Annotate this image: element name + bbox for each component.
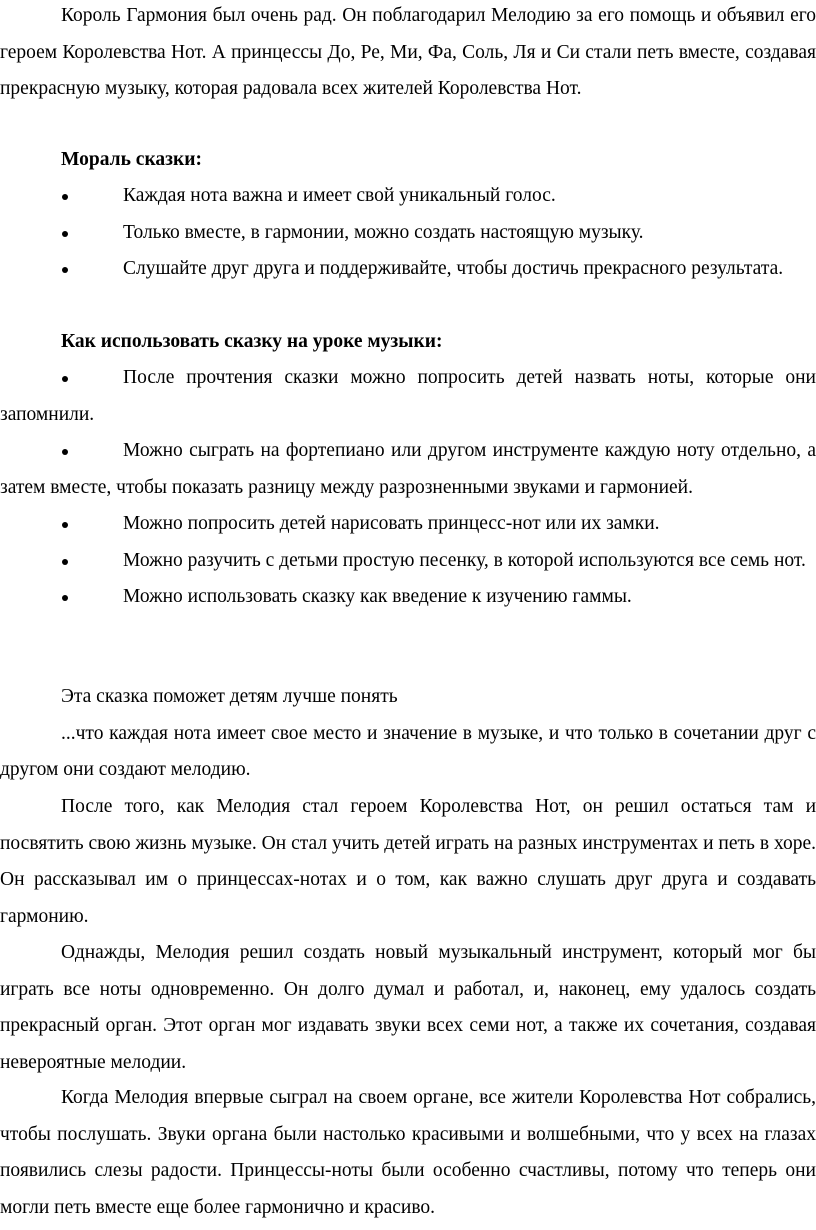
lesson-heading: Как использовать сказку на уроке музыки: (61, 331, 443, 352)
list-item (0, 543, 816, 580)
bullet-icon (62, 267, 68, 273)
lesson-list (0, 360, 816, 616)
story-paragraph-1 (0, 789, 816, 935)
list-item (0, 433, 816, 506)
lesson-item-5: Можно использовать сказку как введение к изучению гаммы. (123, 586, 632, 607)
intro-text: Король Гармония был очень рад. Он поблагодарил Мелодию за его помощь и объявил его героем Королевства Нот. А принцессы До, Ре, Ми, Фа, Соль, Ля и Си стали петь вместе, создавая прекрасную музыку, которая радовала всех жителей Королевства Нот. (0, 5, 816, 99)
moral-list (0, 178, 816, 288)
story-text-2: Однажды, Мелодия решил создать новый музыкальный инструмент, который мог бы играть все ноты одновременно. Он долго думал и работал, и, наконец, ему удалось создать прекрасный орган. Этот орган мог издавать звуки всех семи нот, а также их сочетания, создавая невероятные мелодии. (0, 942, 816, 1073)
list-item (0, 178, 816, 215)
list-item (0, 251, 816, 288)
bullet-icon (62, 376, 68, 382)
bullet-icon (62, 194, 68, 200)
lesson-item-3: Можно попросить детей нарисовать принцесс-нот или их замки. (123, 513, 660, 534)
moral-heading: Мораль сказки: (61, 149, 202, 170)
story-paragraph-3 (0, 1080, 816, 1226)
bullet-icon (62, 595, 68, 601)
moral-heading-block (0, 142, 816, 179)
summary-block (0, 679, 816, 789)
bullet-icon (62, 231, 68, 237)
story-paragraph-2 (0, 935, 816, 1081)
list-item (0, 506, 816, 543)
lesson-heading-block (0, 324, 816, 361)
lesson-item-2: Можно сыграть на фортепиано или другом инструменте каждую ноту отдельно, а затем вместе, чтобы показать разницу между разрозненными звуками и гармонией. (0, 440, 816, 498)
intro-paragraph (0, 0, 816, 108)
bullet-icon (62, 522, 68, 528)
story-text-3: Когда Мелодия впервые сыграл на своем органе, все жители Королевства Нот собрались, чтобы послушать. Звуки органа были настолько красивыми и волшебными, что у всех на глазах появились слезы радости. Принцессы-ноты были особенно счастливы, потому что теперь они могли петь вместе еще более гармонично и красиво. (0, 1087, 816, 1218)
list-item (0, 360, 816, 433)
story-text-1: После того, как Мелодия стал героем Королевства Нот, он решил остаться там и посвятить свою жизнь музыке. Он стал учить детей играть на разных инструментах и петь в хоре. Он рассказывал им о принцессах-нотах и о том, как важно слушать друг друга и создавать гармонию. (0, 796, 816, 927)
lesson-item-4: Можно разучить с детьми простую песенку, в которой используются все семь нот. (123, 549, 806, 571)
moral-item-2: Только вместе, в гармонии, можно создать настоящую музыку. (123, 221, 644, 243)
list-item (0, 579, 816, 616)
bullet-icon (62, 559, 68, 565)
moral-item-1: Каждая нота важна и имеет свой уникальный голос. (123, 185, 556, 206)
summary-continuation: ...что каждая нота имеет свое место и значение в музыке, и что только в сочетании друг с другом они создают мелодию. (0, 722, 816, 780)
summary-line: Эта сказка поможет детям лучше понять (61, 686, 398, 707)
bullet-icon (62, 449, 68, 455)
lesson-item-1: После прочтения сказки можно попросить детей назвать ноты, которые они запомнили. (0, 367, 816, 425)
moral-item-3: Слушайте друг друга и поддерживайте, чтобы достичь прекрасного результата. (123, 258, 784, 279)
list-item (0, 215, 816, 252)
